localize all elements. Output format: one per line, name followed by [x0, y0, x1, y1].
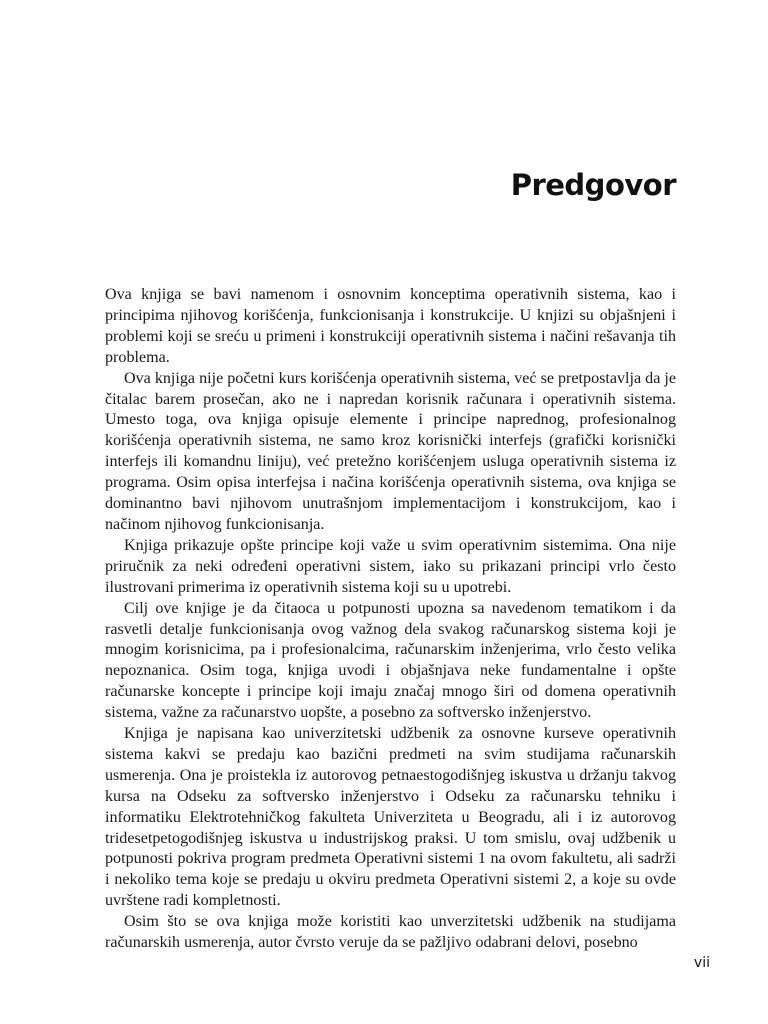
page-number: vii [693, 955, 710, 971]
paragraph-2: Ova knjiga nije početni kurs korišćenja operativnih sistema, već se pretpostavlja da je čitalac barem prosečan, ako ne i napredan korisnik računara i operativnih sistema. Umesto toga, ova knjiga opisuje elemente i principe naprednog, profesionalnog korišćenja operativnih sistema, ne samo kroz korisnički interfejs (grafički korisnički interfejs ili komandnu liniju), već pretežno korišćenjem usluga operativnih sistema iz programa. Osim opisa interfejsa i načina korišćenja operativnih sistema, ova knjiga se dominantno bavi njihovom unutrašnjom implementacijom i konstrukcijom, kao i načinom njihovog funkcionisanja. [105, 369, 676, 533]
preface-body [105, 285, 676, 954]
paragraph-4: Cilj ove knjige je da čitaoca u potpunosti upozna sa navedenom tematikom i da rasvetli detalje funkcionisanja ovog važnog dela svakog računarskog sistema koji je mnogim korisnicima, pa i profesionalcima, računarskim inženjerima, vrlo često velika nepoznanica. Osim toga, knjiga uvodi i objašnjava neke fundamentalne i opšte računarske koncepte i principe koji imaju značaj mnogo širi od domena operativnih sistema, važne za računarstvo uopšte, a posebno za softversko inženjerstvo. [105, 599, 676, 722]
paragraph-5: Knjiga je napisana kao univerzitetski udžbenik za osnovne kurseve operativnih sistema kakvi se predaju kao bazični predmeti na svim studijama računarskih usmerenja. Ona je proistekla iz autorovog petnaestogodišnjeg iskustva u držanju takvog kursa na Odseku za softversko inženjerstvo i Odseku za računarsku tehniku i informatiku Elektrotehničkog fakulteta Univerziteta u Beogradu, ali i iz autorovog tridesetpetogodišnjeg iskustva u industrijskog praksi. U tom smislu, ovaj udžbenik u potpunosti pokriva program predmeta Operativni sistemi 1 na ovom fakultetu, ali sadrži i nekoliko tema koje se predaju u okviru predmeta Operativni sistemi 2, a koje su ovde uvrštene radi kompletnosti. [105, 725, 676, 910]
paragraph-3: Knjiga prikazuje opšte principe koji važe u svim operativnim sistemima. Ona nije priručnik za neki određeni operativni sistem, iako su prikazani principi vrlo često ilustrovani primerima iz operativnih sistema koji su u upotrebi. [105, 536, 676, 596]
paragraph-6: Osim što se ova knjiga može koristiti kao unverzitetski udžbenik na studijama računarskih usmerenja, autor čvrsto veruje da se pažljivo odabrani delovi, posebno [105, 913, 676, 952]
paragraph-1: Ova knjiga se bavi namenom i osnovnim konceptima operativnih sistema, kao i principima njihovog korišćenja, funkcionisanja i konstrukcije. U knjizi su objašnjeni i problemi koji se sreću u primeni i konstrukciji operativnih sistema i načini rešavanja tih problema. [105, 286, 676, 366]
chapter-title: Predgovor [510, 168, 676, 202]
